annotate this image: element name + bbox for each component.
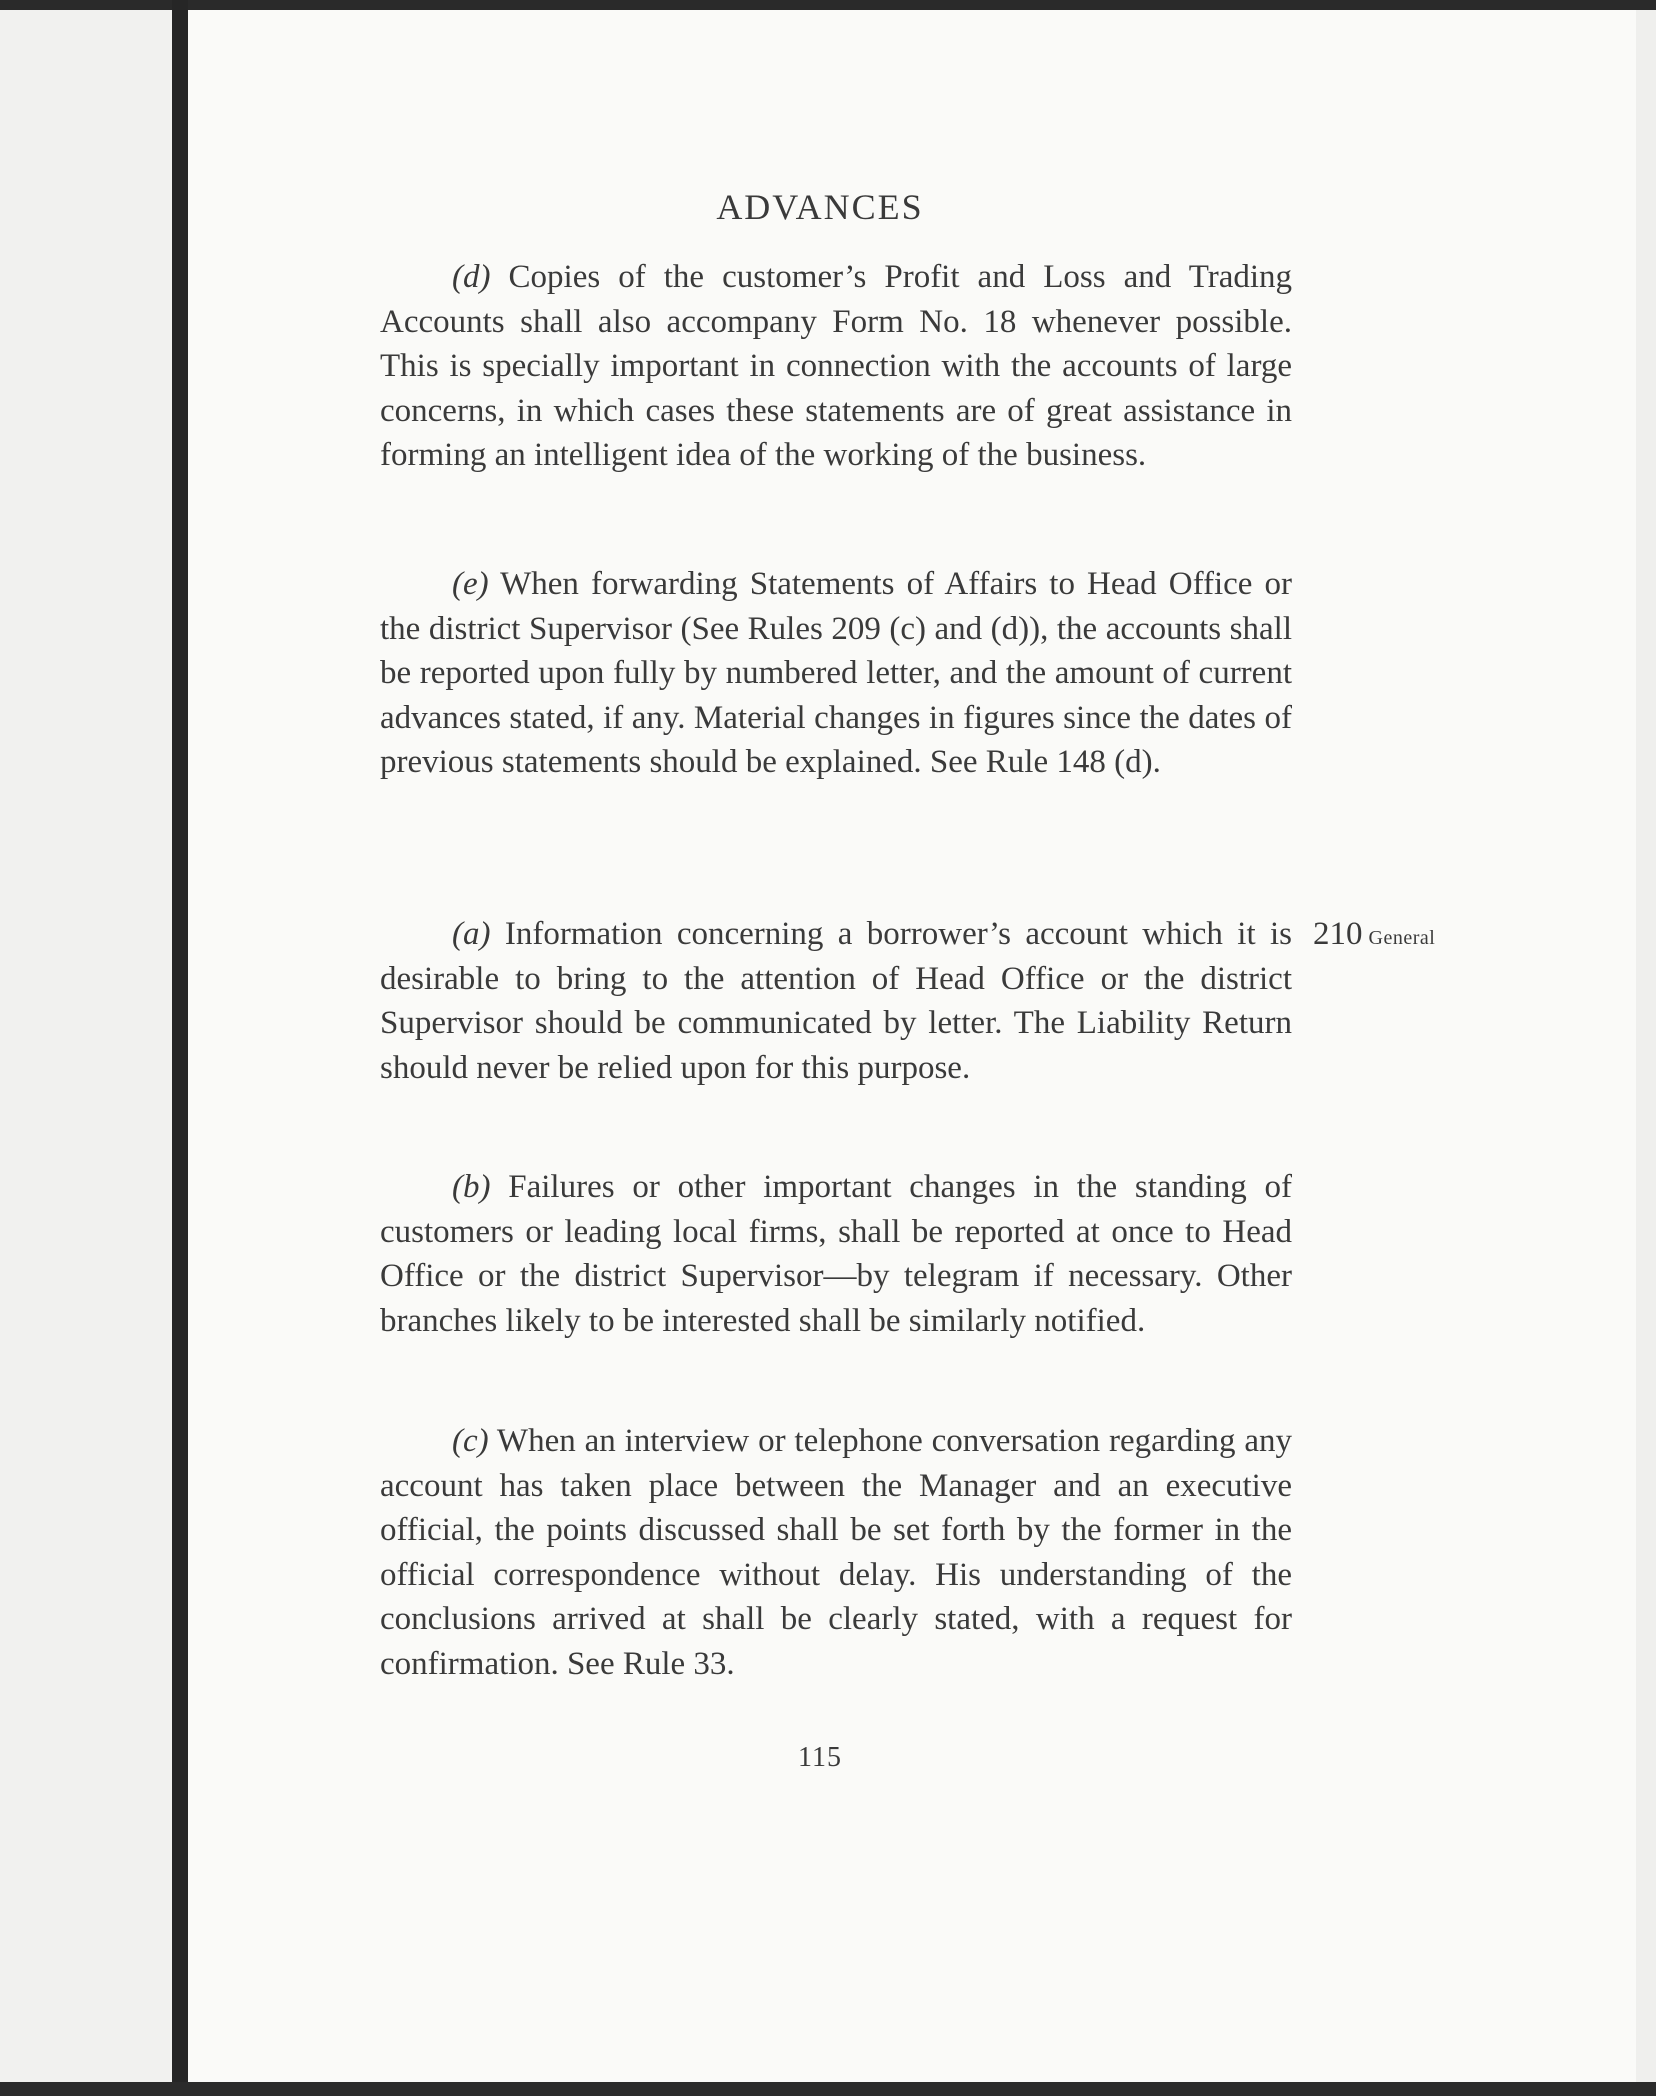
paragraph-marker: (d) (452, 259, 491, 295)
paragraph-a (380, 912, 1292, 1090)
rule-number: 210 (1313, 916, 1363, 952)
book-spine (172, 0, 188, 2096)
paragraph-c (380, 1419, 1292, 1687)
paragraph-marker: (a) (452, 916, 491, 952)
paragraph-marker: (c) (452, 1423, 489, 1459)
paragraph-text: When an interview or telephone conversation regarding any account has taken place between the Manager and an executive official, the points discussed shall be set forth by the former in the official correspondence without delay. His understanding of the conclusions arrived at shall be clearly stated, with a request for confirmation. See Rule 33. (380, 1423, 1293, 1682)
paragraph-text: When forwarding Statements of Affairs to Head Office or the district Supervisor (See Rules 209 (c) and (d)), the accounts shall be reported upon fully by numbered letter, and the amount of current advances stated, if any. Material changes in figures since the dates of previous statements should be explained. See Rule 148 (d). (380, 566, 1293, 781)
running-head: ADVANCES (716, 187, 924, 227)
paragraph-b (380, 1165, 1292, 1343)
page-number: 115 (798, 1742, 842, 1773)
paragraph-e (380, 562, 1292, 785)
paragraph-marker: (b) (452, 1169, 491, 1205)
paragraph-text: Failures or other important changes in the standing of customers or leading local firms, shall be reported at once to Head Office or the district Supervisor—by telegram if necessary. Other branches likely to be interested shall be similarly notified. (380, 1169, 1292, 1339)
paragraph-marker: (e) (452, 566, 489, 602)
paragraph-text: Copies of the customer’s Profit and Loss and Trading Accounts shall also accompany Form No. 18 whenever possible. This is specially important in connection with the accounts of large concerns, in which cases these statements are of great assistance in forming an intelligent idea of the working of the business. (380, 259, 1293, 474)
rule-label: General (1368, 927, 1436, 949)
paragraph-d (380, 255, 1292, 478)
margin-note (1313, 912, 1435, 963)
scan-top-edge (0, 0, 1656, 10)
scan-bottom-edge (0, 2082, 1656, 2096)
paragraph-text: Information concerning a borrower’s account which it is desirable to bring to the attention of Head Office or the district Supervisor should be communicated by letter. The Liability Return should never be relied upon for this purpose. (380, 916, 1292, 1086)
